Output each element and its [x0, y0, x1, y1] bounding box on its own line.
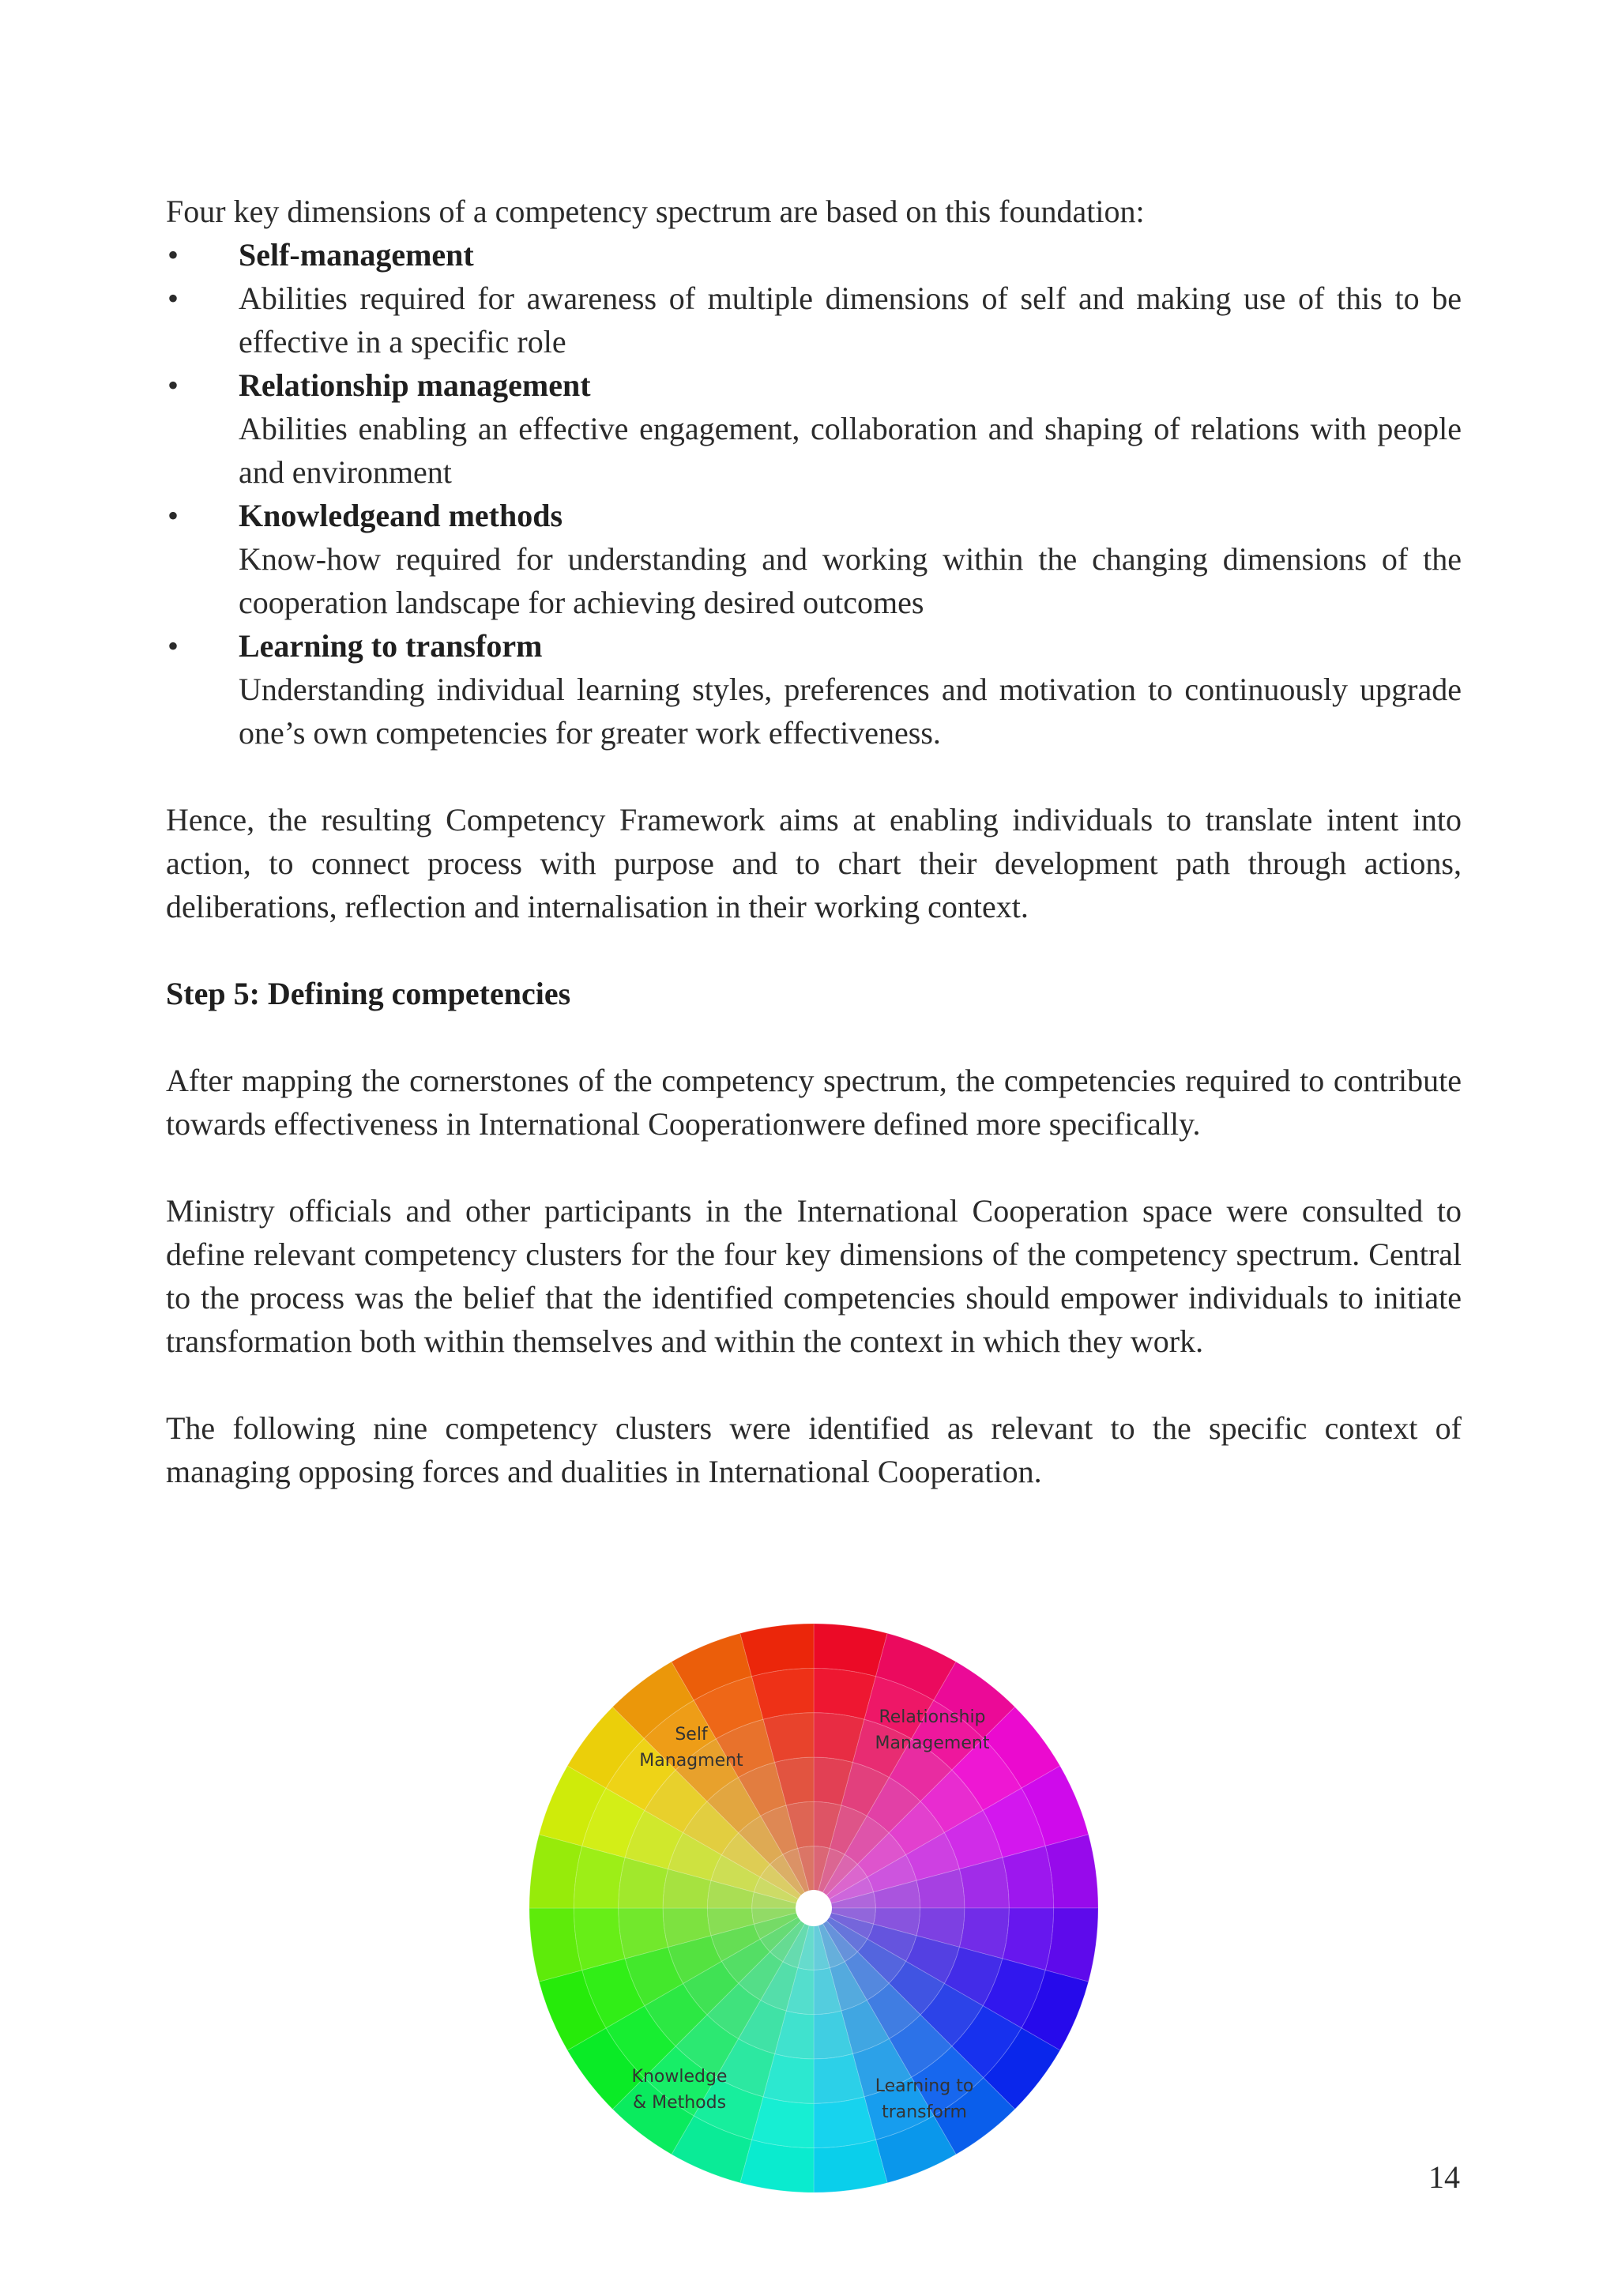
competency-color-wheel	[521, 1616, 1106, 2200]
label-learning-line1: Learning to	[875, 2076, 974, 2096]
color-wheel-graphic	[521, 1616, 1106, 2200]
wheel-segment	[1045, 1908, 1098, 1982]
wheel-segment	[740, 1624, 814, 1677]
wheel-segment	[751, 1668, 814, 1719]
bullet-symbol: •	[167, 628, 179, 664]
label-self-management-line2: Managment	[639, 1751, 743, 1771]
wheel-segment	[814, 2097, 876, 2148]
list-item	[166, 277, 1462, 363]
dimension-description: Know-how required for understanding and working within the changing dimensions of the cooperation landscape for achieving desired outcomes	[239, 541, 1462, 620]
bullet-symbol: •	[167, 237, 179, 273]
dimension-description: Understanding individual learning styles, preferences and motivation to continuously upgrade one’s own competencies for greater work effectiveness.	[239, 672, 1462, 751]
list-item	[166, 494, 1462, 624]
label-self-management-line1: Self	[675, 1725, 708, 1745]
paragraph-following: The following nine competency clusters were identified as relevant to the specific context of managing opposing forces and dualities in International Cooperation.	[166, 1410, 1462, 1489]
dimension-list	[166, 233, 1462, 755]
list-item	[166, 363, 1462, 494]
page-number: 14	[1428, 2159, 1460, 2195]
wheel-segment	[740, 2140, 814, 2192]
label-knowledge-line2: & Methods	[632, 2093, 727, 2113]
wheel-segment	[574, 1908, 625, 1970]
dimension-title: Knowledgeand methods	[239, 498, 563, 533]
wheel-segment	[1003, 1846, 1054, 1908]
bullet-symbol: •	[167, 280, 179, 316]
dimension-title: Relationship management	[239, 367, 591, 403]
dimension-description: Abilities required for awareness of multiple dimensions of self and making use of this to be effective in a specific role	[239, 280, 1462, 359]
wheel-segment	[814, 2140, 887, 2192]
label-knowledge-line1: Knowledge	[631, 2067, 728, 2087]
list-item	[166, 233, 1462, 277]
wheel-segment	[1045, 1835, 1098, 1908]
label-relationship-line2: Management	[875, 1733, 990, 1753]
dimension-description: Abilities enabling an effective engagement, collaboration and shaping of relations with people and environment	[239, 411, 1462, 490]
list-item	[166, 624, 1462, 755]
wheel-segment	[814, 1624, 887, 1677]
label-relationship-line1: Relationship	[879, 1707, 986, 1727]
wheel-segment	[529, 1908, 582, 1982]
dimension-title: Learning to transform	[239, 628, 543, 664]
paragraph-hence: Hence, the resulting Competency Framework aims at enabling individuals to translate intent into action, to connect process with purpose and to chart their development path through actions, deliberations, reflection and internalisation in their working context.	[166, 802, 1462, 924]
label-learning-line2: transform	[882, 2102, 967, 2122]
paragraph-ministry: Ministry officials and other participants in the International Cooperation space were consulted to define relevant competency clusters for the four key dimensions of the competency spectrum. Central to the process was the belief that the identified competencies should empower individuals to initiate transformation both within themselves and within the context in which they work.	[166, 1193, 1462, 1359]
dimension-title: Self-management	[239, 237, 474, 273]
paragraph-after-mapping: After mapping the cornerstones of the competency spectrum, the competencies required to contribute towards effectiveness in International Cooperationwere defined more specifically.	[166, 1063, 1462, 1142]
wheel-center-hole	[796, 1890, 832, 1926]
section-heading: Step 5: Defining competencies	[166, 976, 571, 1011]
bullet-symbol: •	[167, 498, 179, 533]
wheel-segment	[529, 1835, 582, 1908]
bullet-symbol: •	[167, 367, 179, 403]
page-body	[166, 190, 1462, 1493]
intro-text: Four key dimensions of a competency spectrum are based on this foundation:	[166, 194, 1145, 229]
